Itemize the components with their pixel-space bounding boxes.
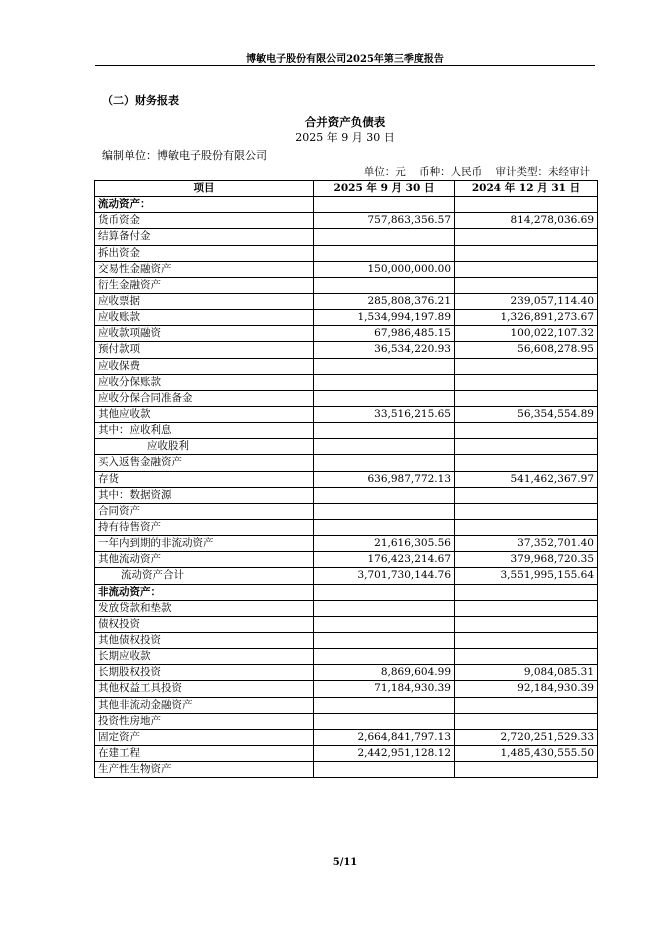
row-value-2024: 3,551,995,155.64: [455, 568, 598, 584]
row-label: 其他应收款: [95, 406, 314, 422]
row-label: 应收款项融资: [95, 326, 314, 342]
row-label: 长期股权投资: [95, 665, 314, 681]
row-value-2025: [314, 762, 455, 778]
table-row: [95, 197, 598, 213]
table-row: [95, 406, 598, 422]
row-label: 在建工程: [95, 745, 314, 761]
row-value-2024: 379,968,720.35: [455, 552, 598, 568]
table-row: [95, 552, 598, 568]
table-row: [95, 681, 598, 697]
table-row: [95, 762, 598, 778]
table-row: [95, 213, 598, 229]
row-value-2025: [314, 390, 455, 406]
row-value-2025: 3,701,730,144.76: [314, 568, 455, 584]
row-value-2024: [455, 616, 598, 632]
row-value-2024: 56,608,278.95: [455, 342, 598, 358]
row-value-2024: 9,084,085.31: [455, 665, 598, 681]
row-label: 合同资产: [95, 503, 314, 519]
row-label: 其他流动资产: [95, 552, 314, 568]
row-value-2024: [455, 197, 598, 213]
row-value-2025: [314, 358, 455, 374]
row-label: 预付款项: [95, 342, 314, 358]
row-value-2024: [455, 245, 598, 261]
row-value-2024: [455, 649, 598, 665]
row-value-2024: 239,057,114.40: [455, 293, 598, 309]
table-row: [95, 584, 598, 600]
row-value-2024: 1,326,891,273.67: [455, 310, 598, 326]
row-label: 衍生金融资产: [95, 277, 314, 293]
table-row: [95, 261, 598, 277]
row-value-2025: [314, 423, 455, 439]
table-row: [95, 342, 598, 358]
row-value-2025: [314, 439, 455, 455]
table-row: [95, 439, 598, 455]
row-value-2025: [314, 616, 455, 632]
row-value-2025: 21,616,305.56: [314, 536, 455, 552]
row-value-2024: 56,354,554.89: [455, 406, 598, 422]
table-row: [95, 293, 598, 309]
row-value-2024: 1,485,430,555.50: [455, 745, 598, 761]
table-row: [95, 503, 598, 519]
row-value-2025: 36,534,220.93: [314, 342, 455, 358]
row-value-2025: 176,423,214.67: [314, 552, 455, 568]
row-value-2024: [455, 374, 598, 390]
row-value-2025: 33,516,215.65: [314, 406, 455, 422]
row-value-2024: [455, 697, 598, 713]
row-value-2024: [455, 277, 598, 293]
row-value-2025: 8,869,604.99: [314, 665, 455, 681]
row-value-2025: [314, 374, 455, 390]
table-row: [95, 229, 598, 245]
row-value-2025: 150,000,000.00: [314, 261, 455, 277]
table-row: [95, 536, 598, 552]
report-date: 2025 年 9 月 30 日: [295, 131, 395, 144]
table-header-row: [95, 181, 598, 197]
row-value-2024: [455, 503, 598, 519]
table-row: [95, 568, 598, 584]
row-value-2025: 2,442,951,128.12: [314, 745, 455, 761]
row-label: 应收保费: [95, 358, 314, 374]
row-value-2025: [314, 277, 455, 293]
header-divider: [95, 65, 595, 66]
report-title: 合并资产负债表: [304, 115, 386, 129]
table-row: [95, 713, 598, 729]
company-line: 编制单位：博敏电子股份有限公司: [102, 149, 267, 162]
row-value-2025: [314, 503, 455, 519]
row-label: 投资性房地产: [95, 713, 314, 729]
row-value-2025: [314, 649, 455, 665]
row-value-2024: 100,022,107.32: [455, 326, 598, 342]
table-row: [95, 423, 598, 439]
row-label: 交易性金融资产: [95, 261, 314, 277]
row-label: 流动资产合计: [95, 568, 314, 584]
column-header-item: 项目: [95, 181, 314, 197]
row-value-2024: [455, 713, 598, 729]
row-label: 债权投资: [95, 616, 314, 632]
table-row: [95, 665, 598, 681]
column-header-2024: 2024 年 12 月 31 日: [455, 181, 598, 197]
row-value-2024: 2,720,251,529.33: [455, 729, 598, 745]
row-label: 存货: [95, 471, 314, 487]
row-value-2024: [455, 632, 598, 648]
row-label: 其他债权投资: [95, 632, 314, 648]
table-row: [95, 632, 598, 648]
table-row: [95, 616, 598, 632]
page-number: 5/11: [332, 857, 358, 868]
table-row: [95, 390, 598, 406]
row-value-2024: 814,278,036.69: [455, 213, 598, 229]
table-row: [95, 697, 598, 713]
row-value-2025: 285,808,376.21: [314, 293, 455, 309]
row-value-2025: 2,664,841,797.13: [314, 729, 455, 745]
row-label: 一年内到期的非流动资产: [95, 536, 314, 552]
row-value-2025: 636,987,772.13: [314, 471, 455, 487]
row-value-2025: [314, 519, 455, 535]
row-value-2025: [314, 245, 455, 261]
row-value-2025: [314, 632, 455, 648]
row-label: 发放贷款和垫款: [95, 600, 314, 616]
table-row: [95, 245, 598, 261]
row-value-2024: 541,462,367.97: [455, 471, 598, 487]
row-label: 货币资金: [95, 213, 314, 229]
units-line: 单位：元 币种：人民币 审计类型：未经审计: [363, 166, 590, 178]
table-row: [95, 326, 598, 342]
row-label: 流动资产：: [95, 197, 314, 213]
row-label: 应收股利: [95, 439, 314, 455]
row-value-2024: 92,184,930.39: [455, 681, 598, 697]
row-label: 非流动资产：: [95, 584, 314, 600]
row-label: 其中：数据资源: [95, 487, 314, 503]
table-row: [95, 374, 598, 390]
row-value-2025: [314, 584, 455, 600]
row-value-2024: [455, 584, 598, 600]
row-label: 买入返售金融资产: [95, 455, 314, 471]
table-row: [95, 358, 598, 374]
row-value-2025: 67,986,485.15: [314, 326, 455, 342]
row-value-2024: [455, 423, 598, 439]
column-header-2025: 2025 年 9 月 30 日: [314, 181, 455, 197]
row-value-2024: [455, 600, 598, 616]
table-row: [95, 455, 598, 471]
row-value-2024: [455, 762, 598, 778]
section-title: （二）财务报表: [102, 94, 179, 107]
row-label: 应收账款: [95, 310, 314, 326]
row-label: 长期应收款: [95, 649, 314, 665]
row-value-2025: 71,184,930.39: [314, 681, 455, 697]
row-value-2025: 757,863,356.57: [314, 213, 455, 229]
row-label: 固定资产: [95, 729, 314, 745]
row-value-2024: [455, 390, 598, 406]
row-label: 其中：应收利息: [95, 423, 314, 439]
table-row: [95, 471, 598, 487]
table-row: [95, 277, 598, 293]
row-value-2025: [314, 697, 455, 713]
table-row: [95, 649, 598, 665]
page-header: 博敏电子股份有限公司2025年第三季度报告: [246, 54, 444, 65]
row-value-2025: [314, 197, 455, 213]
table-row: [95, 729, 598, 745]
row-label: 结算备付金: [95, 229, 314, 245]
row-value-2025: 1,534,994,197.89: [314, 310, 455, 326]
row-value-2024: [455, 519, 598, 535]
balance-sheet-table: [94, 180, 598, 778]
row-value-2024: [455, 358, 598, 374]
row-label: 持有待售资产: [95, 519, 314, 535]
row-value-2024: [455, 229, 598, 245]
row-value-2025: [314, 713, 455, 729]
table-row: [95, 600, 598, 616]
row-label: 应收分保账款: [95, 374, 314, 390]
row-value-2025: [314, 229, 455, 245]
row-value-2024: [455, 455, 598, 471]
row-label: 应收票据: [95, 293, 314, 309]
row-value-2025: [314, 455, 455, 471]
row-label: 其他非流动金融资产: [95, 697, 314, 713]
row-value-2024: 37,352,701.40: [455, 536, 598, 552]
table-row: [95, 487, 598, 503]
row-value-2024: [455, 261, 598, 277]
row-label: 生产性生物资产: [95, 762, 314, 778]
row-value-2025: [314, 487, 455, 503]
table-row: [95, 519, 598, 535]
table-row: [95, 745, 598, 761]
row-value-2025: [314, 600, 455, 616]
row-label: 其他权益工具投资: [95, 681, 314, 697]
row-value-2024: [455, 487, 598, 503]
table-row: [95, 310, 598, 326]
row-label: 应收分保合同准备金: [95, 390, 314, 406]
row-label: 拆出资金: [95, 245, 314, 261]
row-value-2024: [455, 439, 598, 455]
